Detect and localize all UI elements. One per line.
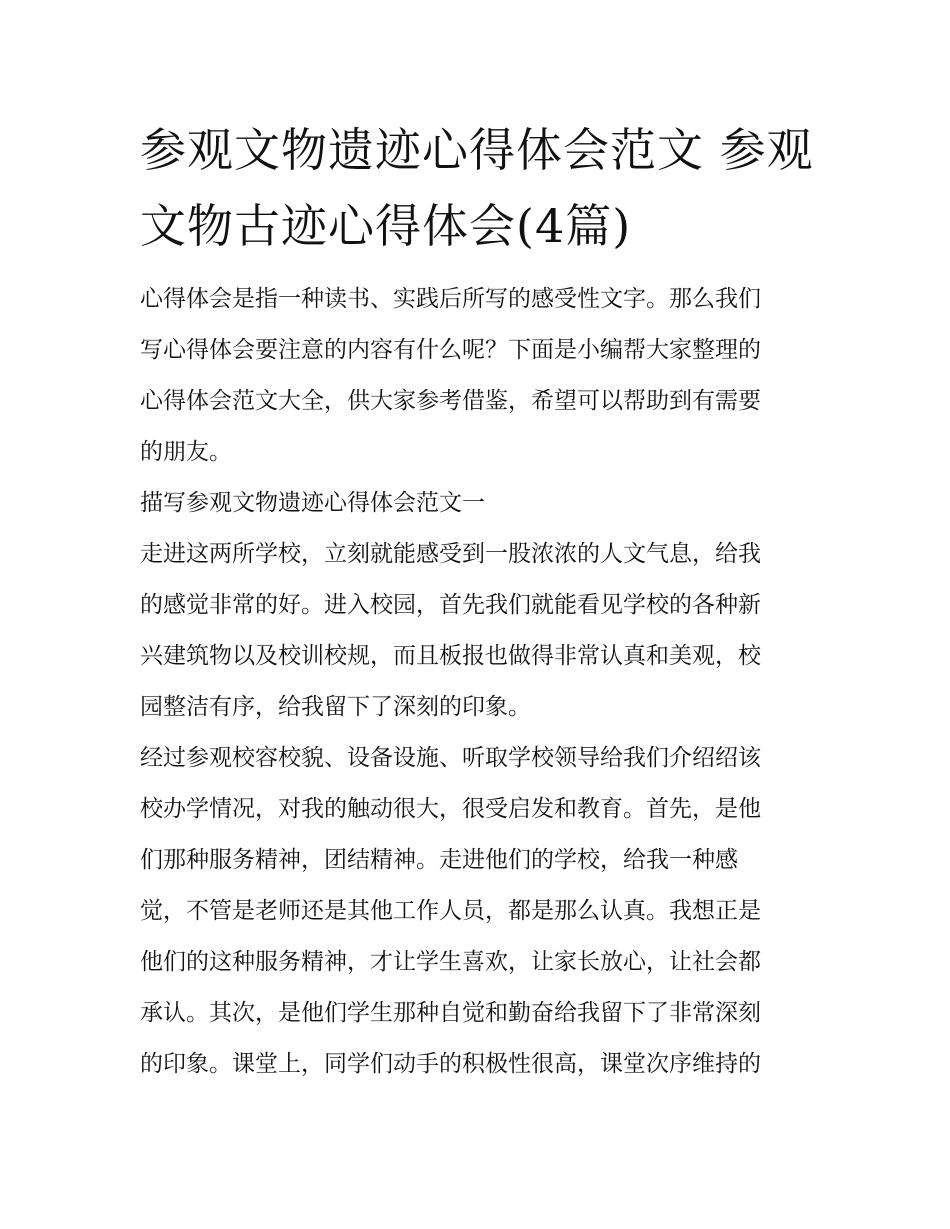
body-line: 觉，不管是老师还是其他工作人员，都是那么认真。我想正是: [140, 898, 761, 924]
document-title: 参观文物遗迹心得体会范文 参观文物古迹心得体会(4篇): [140, 123, 814, 253]
section-heading: 描写参观文物遗迹心得体会范文一: [140, 490, 485, 516]
body-line: 心得体会范文大全，供大家参考借鉴，希望可以帮助到有需要: [140, 388, 761, 414]
body-line: 的印象。课堂上，同学们动手的积极性很高，课堂次序维持的: [140, 1051, 761, 1077]
body-line: 校办学情况，对我的触动很大，很受启发和教育。首先，是他: [140, 796, 761, 822]
body-line: 经过参观校容校貌、设备设施、听取学校领导给我们介绍绍该: [140, 745, 761, 771]
body-line: 们那种服务精神，团结精神。走进他们的学校，给我一种感: [140, 847, 738, 873]
body-line: 心得体会是指一种读书、实践后所写的感受性文字。那么我们: [140, 286, 761, 312]
body-line: 的朋友。: [140, 439, 232, 465]
body-line: 承认。其次，是他们学生那种自觉和勤奋给我留下了非常深刻: [140, 1000, 761, 1026]
body-line: 的感觉非常的好。进入校园，首先我们就能看见学校的各种新: [140, 592, 761, 618]
body-line: 走进这两所学校，立刻就能感受到一股浓浓的人文气息，给我: [140, 541, 761, 567]
body-line: 兴建筑物以及校训校规，而且板报也做得非常认真和美观，校: [140, 643, 761, 669]
body-line: 他们的这种服务精神，才让学生喜欢，让家长放心，让社会都: [140, 949, 761, 975]
body-line: 写心得体会要注意的内容有什么呢？下面是小编帮大家整理的: [140, 337, 761, 363]
body-line: 园整洁有序，给我留下了深刻的印象。: [140, 694, 531, 720]
